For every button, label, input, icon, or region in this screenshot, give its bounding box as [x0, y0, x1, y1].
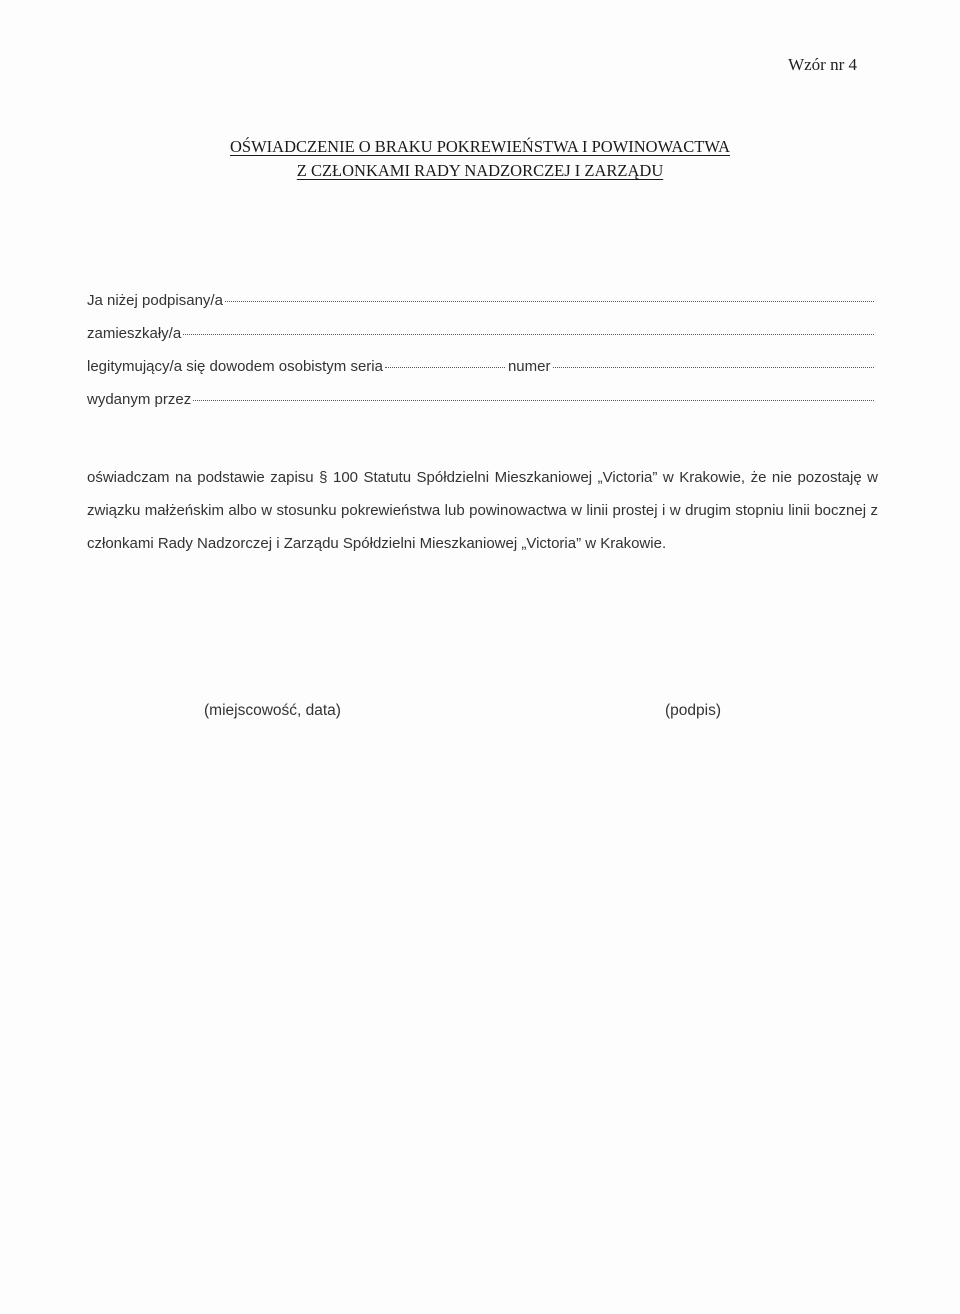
resident-row — [87, 325, 874, 358]
place-date-label: (miejscowość, data) — [204, 702, 341, 719]
issued-by-label: wydanym przez — [87, 391, 192, 408]
signed-name-blank[interactable] — [225, 301, 874, 302]
document-title — [0, 135, 960, 183]
title-line-2: Z CZŁONKAMI RADY NADZORCZEJ I ZARZĄDU — [296, 161, 664, 180]
resident-label: zamieszkały/a — [87, 325, 182, 342]
id-number-blank[interactable] — [553, 367, 875, 368]
signed-label: Ja niżej podpisany/a — [87, 292, 223, 309]
id-row — [87, 358, 874, 391]
statement-paragraph: oświadczam na podstawie zapisu § 100 Statutu Spółdzielni Mieszkaniowej „Victoria” w Krakowie, że nie pozostaję w związku małżeńskim albo w stosunku pokrewieństwa lub powinowactwa w linii prostej i w drugim stopniu linii bocznej z członkami Rady Nadzorczej i Zarządu Spółdzielni Mieszkaniowej „Victoria” w Krakowie. — [87, 469, 878, 552]
personal-data-fields — [87, 292, 874, 424]
title-line-1: OŚWIADCZENIE O BRAKU POKREWIEŃSTWA I POWINOWACTWA — [230, 137, 730, 156]
id-number-label: numer — [507, 358, 551, 375]
id-series-blank[interactable] — [385, 367, 505, 368]
id-series-label: legitymujący/a się dowodem osobistym seria — [87, 358, 383, 375]
signature-label: (podpis) — [665, 702, 721, 719]
issued-row — [87, 391, 874, 424]
signed-row — [87, 292, 874, 325]
issued-by-blank[interactable] — [193, 400, 874, 401]
address-blank[interactable] — [183, 334, 874, 335]
form-number: Wzór nr 4 — [788, 55, 857, 74]
